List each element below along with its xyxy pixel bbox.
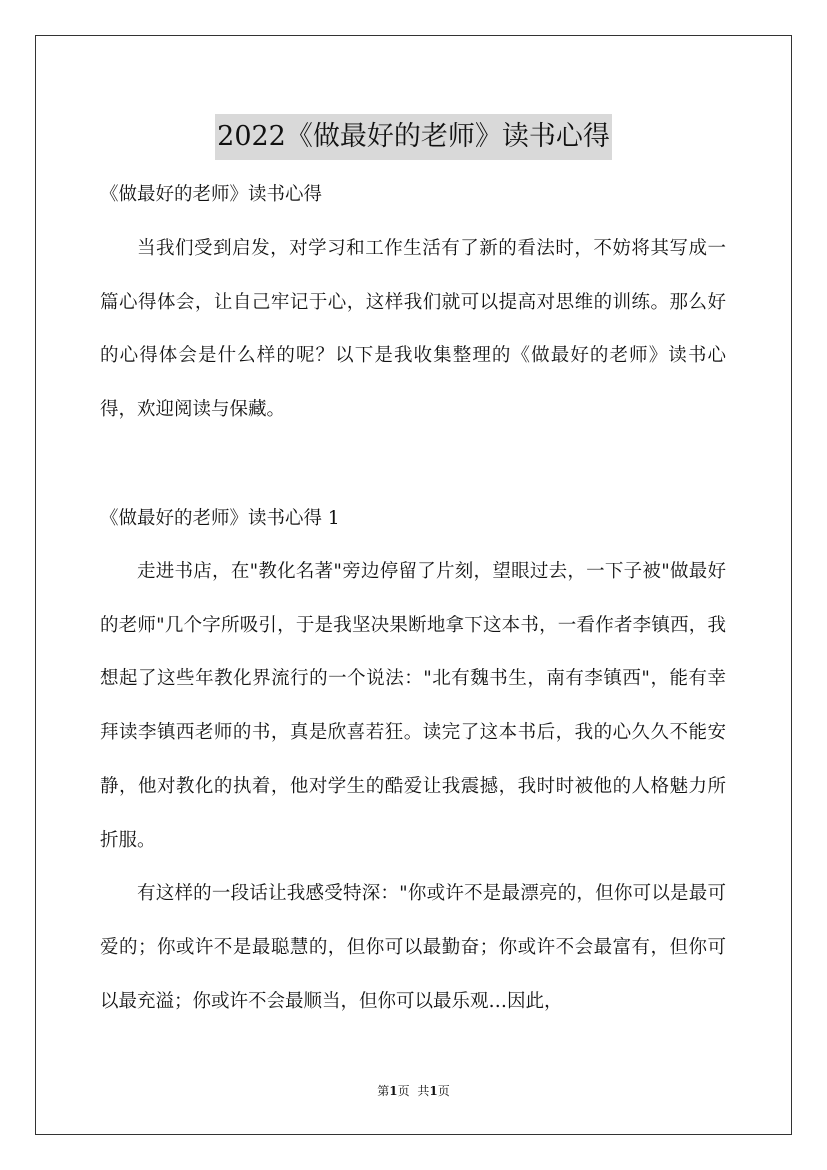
title-container xyxy=(0,96,827,178)
intro-paragraph: 当我们受到启发，对学习和工作生活有了新的看法时，不妨将其写成一篇心得体会，让自己牢记于心，这样我们就可以提高对思维的训练。那么好的心得体会是什么样的呢？以下是我收集整理的《做最好的老师》读书心得，欢迎阅读与保藏。 xyxy=(100,238,726,421)
total-pages: 1 xyxy=(429,1084,438,1098)
total-suffix: 页 xyxy=(437,1084,450,1098)
section-paragraph: 走进书店，在"教化名著"旁边停留了片刻，望眼过去，一下子被"做最好的老师"几个字所吸引，于是我坚决果断地拿下这本书，一看作者李镇西，我想起了这些年教化界流行的一个说法："北有魏书生，南有李镇西"，能有幸拜读李镇西老师的书，真是欣喜若狂。读完了这本书后，我的心久久不能安静，他对教化的执着，他对学生的酷爱让我震撼，我时时被他的人格魅力所折服。 xyxy=(100,561,726,851)
section-heading: 《做最好的老师》读书心得 1 xyxy=(100,508,340,529)
intro-block xyxy=(100,222,726,437)
page-prefix: 第 xyxy=(377,1084,390,1098)
section-paragraph: 有这样的一段话让我感受特深："你或许不是最漂亮的，但你可以是最可爱的；你或许不是最聪慧的，但你可以最勤奋；你或许不会最富有，但你可以最充溢；你或许不会最顺当，但你可以最乐观…因此， xyxy=(100,883,726,1012)
page-suffix: 页 xyxy=(397,1084,410,1098)
page-footer xyxy=(0,1082,827,1100)
page-number: 1 xyxy=(389,1084,398,1098)
document-title: 2022《做最好的老师》读书心得 xyxy=(215,114,612,160)
total-prefix: 共 xyxy=(417,1084,430,1098)
section-body xyxy=(100,545,726,1028)
document-subtitle: 《做最好的老师》读书心得 xyxy=(100,184,323,205)
